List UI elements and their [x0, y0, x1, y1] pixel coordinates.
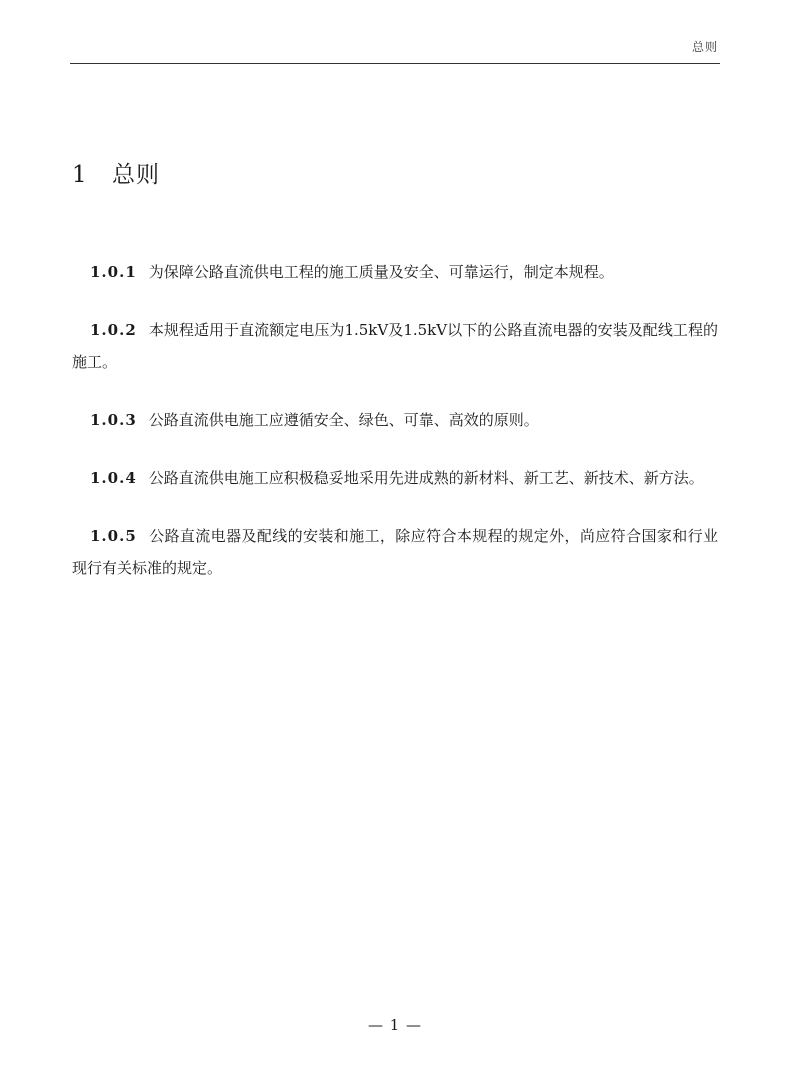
header-rule: [70, 63, 720, 64]
clause: [72, 314, 718, 378]
clause: [72, 404, 718, 436]
chapter-number: 1: [72, 162, 88, 188]
clause-text: 公路直流供电施工应积极稳妥地采用先进成熟的新材料、新工艺、新技术、新方法。: [148, 469, 704, 487]
clause-text: 本规程适用于直流额定电压为1.5kV及1.5kV以下的公路直流电器的安装及配线工程的施工。: [72, 321, 718, 371]
page-number: — 1 —: [367, 1016, 423, 1034]
clause-number: 1.0.1: [90, 263, 137, 281]
chapter-title: [72, 156, 160, 189]
clause-number: 1.0.3: [90, 411, 137, 429]
clause-text: 公路直流电器及配线的安装和施工，除应符合本规程的规定外，尚应符合国家和行业现行有关标准的规定。: [72, 527, 718, 577]
clause-text: 为保障公路直流供电工程的施工质量及安全、可靠运行，制定本规程。: [148, 263, 614, 281]
clause-number: 1.0.4: [90, 469, 137, 487]
clause: [72, 462, 718, 494]
clause-list: [72, 256, 718, 610]
clause-number: 1.0.2: [90, 321, 137, 339]
running-header: 总则: [691, 40, 718, 54]
clause: [72, 256, 718, 288]
clause-text: 公路直流供电施工应遵循安全、绿色、可靠、高效的原则。: [148, 411, 539, 429]
clause: [72, 520, 718, 584]
clause-number: 1.0.5: [90, 527, 137, 545]
chapter-title-text: 总则: [112, 162, 160, 188]
